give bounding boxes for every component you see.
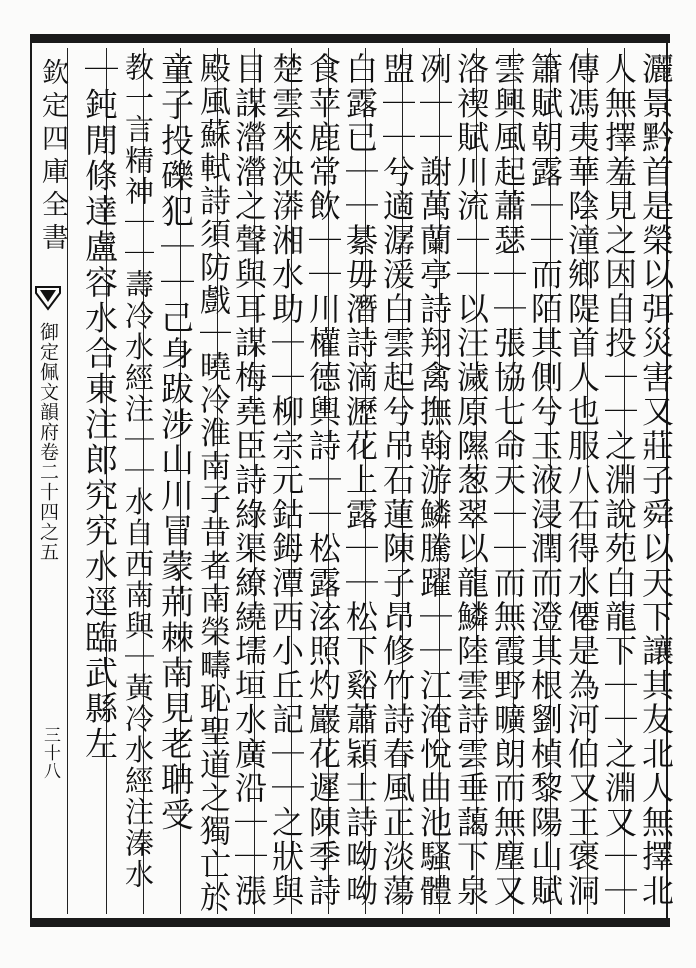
book-title: 欽定四庫全書 — [37, 58, 68, 256]
text-column: 傳馮夷華陰潼鄉隄首人也服八石得水僊是為河伯又王褒洞 — [563, 52, 601, 908]
text-column: 殿風蘇軾詩須防戲｜曉冷淮南子昔者南榮疇恥聖道之獨亡於 — [194, 52, 230, 915]
text-column: 楚雲來泱漭湘水助｜｜柳宗元鈷鉧潭西小丘記｜｜之狀與 — [267, 52, 305, 908]
text-column: 盟｜｜兮適潺湲白雲起兮吊石蓮陳子昂修竹詩春風正淡蕩 — [378, 52, 416, 908]
text-column: 目謀瀯瀯之聲與耳謀梅堯臣詩綠渠繚繞壖垣水廣沿｜｜漲 — [230, 52, 268, 908]
fishtail-mark-icon — [34, 285, 62, 315]
text-column: 白露已｜｜綦毋潛詩滴瀝花上露｜｜松下谿蕭穎士詩呦呦 — [341, 52, 379, 908]
text-column: 食苹鹿常飲｜｜川權德輿詩｜｜松露泫照灼巖花遲陳季詩 — [304, 52, 342, 908]
text-column: 簫賦朝露｜｜而陌其側兮玉液浸潤而澄其根劉楨黎陽山賦 — [526, 52, 564, 908]
volume-label: 御定佩文韻府卷二十四之五 — [37, 322, 59, 562]
text-column: ｜鈍閒條達盧容水合東注郎究究水逕臨武縣左 — [80, 52, 119, 762]
text-column: 童子投礫犯｜｜己身跋涉山川冒蒙荊棘南見老聃受 — [156, 52, 195, 833]
text-column: 冽｜｜謝萬蘭亭詩翔禽撫翰游鱗騰躍｜｜江淹悅曲池騷體 — [415, 52, 453, 908]
text-column: 灑景黔首是榮以弭災害又莊子舜以天下讓其友北人無擇北 — [637, 52, 675, 908]
text-column: 雲興風起蕭瑟｜｜張協七命天｜｜而無霞野曠朗而無塵又 — [489, 52, 527, 908]
bottom-border — [30, 918, 670, 927]
top-border — [30, 34, 670, 43]
page-number: 三十八 — [40, 726, 60, 780]
text-column: 洛禊賦川流｜｜以汪濊原隰葱翠以龍鱗陸雲詩雲垂藹下泉 — [452, 52, 490, 908]
text-column: 人無擇羞見之因自投｜｜之淵說苑白龍下｜｜之淵又｜｜ — [600, 52, 638, 908]
text-column: 教一言精神｜｜壽冷水經注｜｜水自西南與｜黃冷水經注溱水 — [121, 52, 155, 890]
